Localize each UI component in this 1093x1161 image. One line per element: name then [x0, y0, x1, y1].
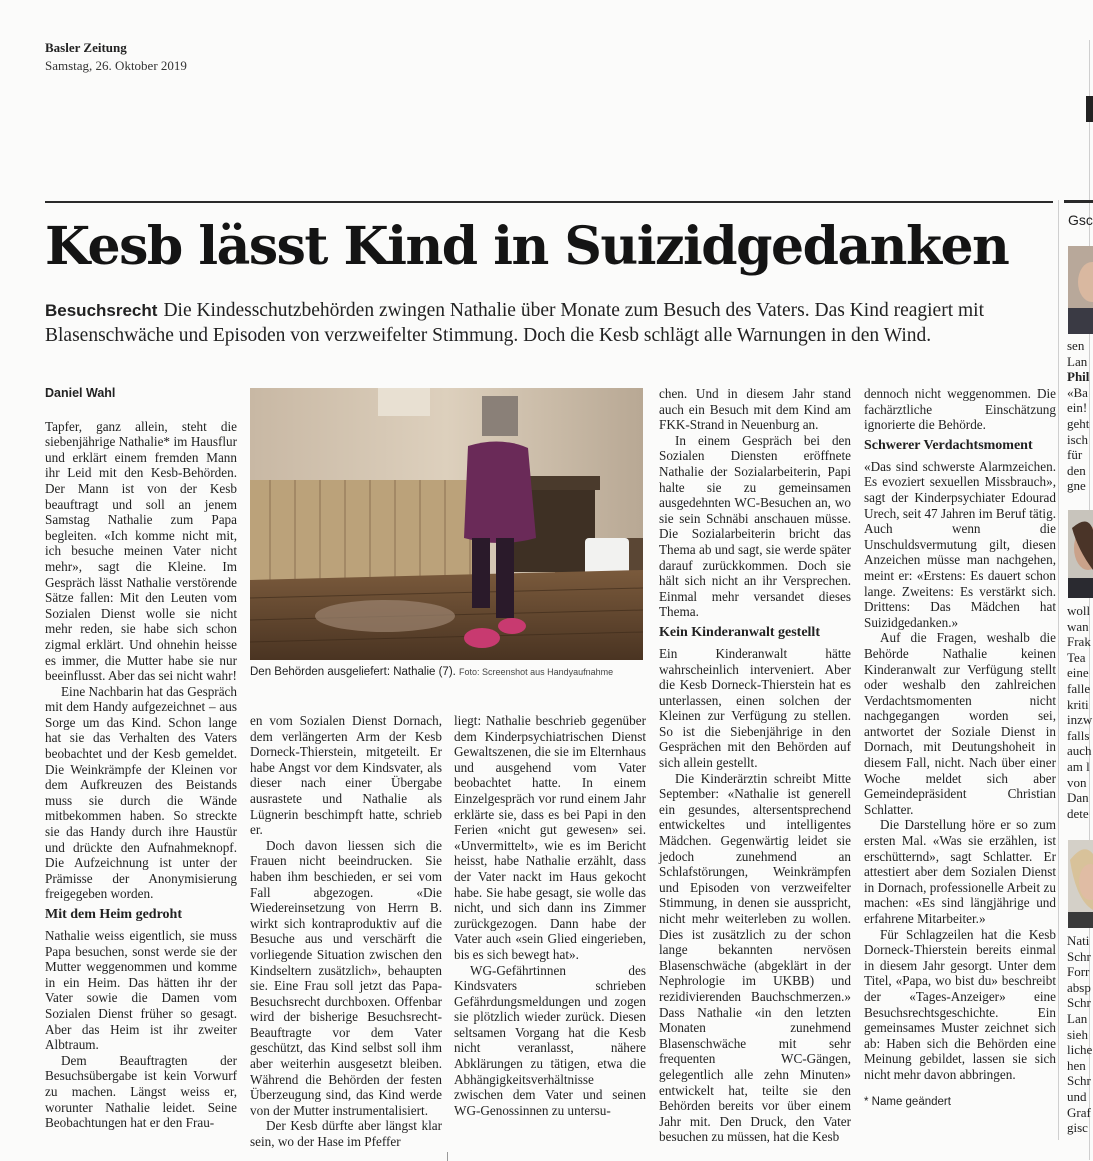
side-line: sen [1067, 338, 1085, 353]
side-column-text-2 [1067, 603, 1093, 821]
side-line: Lan [1067, 353, 1088, 369]
paragraph: Der Kesb dürfte aber längst klar sein, wo der Hase im Pfeffer [250, 1118, 442, 1150]
side-portrait-3 [1068, 840, 1093, 928]
side-line: «Ba [1067, 384, 1088, 400]
headline: Kesb lässt Kind in Suizidgedanken [45, 216, 1009, 277]
side-line: liche [1067, 1042, 1093, 1058]
side-line: auch [1067, 743, 1092, 759]
side-line: Dan [1067, 790, 1089, 806]
side-line: hen [1067, 1057, 1086, 1073]
article-column-1 [45, 386, 237, 1131]
caption-text: Den Behörden ausgeliefert: Nathalie (7). [250, 666, 456, 678]
paragraph: Eine Nachbarin hat das Gespräch mit dem Handy aufgezeichnet – aus Sorge um das Kind. Schon lange hat sie das Verhalten des Vaters beobachtet und der Kesb gemeldet. Die Weinkrämpfe der Kleinen vor dem Aufkreuzen des Beistands muss sie durch die Wände mitbekommen haben. So streckte sie das Handy durch ihre Haustür und drückte den Aufnahmeknopf. Die Aufzeichnung ist unter der Prämisse der Anonymisierung freigegeben worden. [45, 683, 237, 902]
side-line: ein! [1067, 400, 1088, 416]
portrait-image [1068, 246, 1093, 334]
side-line: geht [1067, 415, 1090, 431]
paragraph: Dem Beauftragten der Besuchsübergabe ist kein Vorwurf zu machen. Längst weiss er, worunter Nathalie leidet. Seine Beobachtungen hat er den Frau- [45, 1052, 237, 1131]
side-column-header: Gsc [1068, 212, 1093, 228]
paragraph: Die Darstellung höre er so zum ersten Mal. «Was sie erzählen, ist erschütternd», sagt Schlatter. Er attestiert aber dem Sozialen Dienst in Dornach, professionelle Arbeit zu machen: «Es sind längjährige und erfahrene Mitarbeiter.» [864, 817, 1056, 926]
side-line: Schr [1067, 1073, 1091, 1089]
article-top-rule [45, 201, 1053, 203]
side-line: dete [1067, 805, 1089, 821]
side-column-text-3 [1067, 933, 1093, 1136]
article-photo [250, 388, 643, 660]
paragraph: In einem Gespräch bei den Sozialen Diensten eröffnete Nathalie der Sozialarbeiterin, Papi halte sie zu gemeinsamen ausgedehnten WC-Besuchen an, wo sie sein Schnäbi anschauen müsse. Die Sozialarbeiterin bricht das Thema ab und sagt, sie werde später darauf zurückkommen. Doch sie hält sich nicht an ihr Versprechen. Einmal mehr versandet dieses Thema. [659, 432, 851, 620]
paragraph: Ein Kinderanwalt hätte wahrscheinlich interveniert. Aber die Kesb Dorneck-Thierstein hat es unterlassen, einen solchen der Kleinen zur Verfügung zu stellen. So ist die Siebenjährige in den Gesprächen mit den Behörden auf sich allein gestellt. [659, 645, 851, 771]
side-line: Frak [1067, 634, 1091, 650]
side-line: kriti [1067, 696, 1089, 712]
side-line: eine [1067, 665, 1089, 681]
paragraph: Für Schlagzeilen hat die Kesb Dorneck-Thierstein bereits einmal in diesem Jahr gesorgt. Unter dem Titel, «Papa, wo bist du» beschreibt der «Tages-Anzeiger» eine Besuchsrechtsgeschichte. Ein gemeinsames Muster zeichnet sich ab: Haben sich die Behörden eine Meinung gebildet, lassen sie sich nicht mehr davon abbringen. [864, 926, 1056, 1082]
side-line: Lan [1067, 1010, 1088, 1026]
side-line: für [1067, 447, 1083, 463]
paragraph: WG-Gefährtinnen des Kindsvaters schrieben Gefährdungsmeldungen und zogen sie plötzlich wieder zurück. Diesen seltsamen Vorgang hat die Kesb nicht veranlasst, nähere Abklärungen zu tätigen, etwa die Abhängigkeitsverhältnisse zwischen dem Vater und seinen WG-Genossinnen zu untersu- [454, 962, 646, 1118]
paragraph: Tapfer, ganz allein, steht die siebenjährige Nathalie* im Hausflur und erklärt einem fremden Mann ihr Leid mit den Kesb-Behörden. Der Mann ist von der Kesb beauftragt und soll an jenem Samstag Nathalie zum Papa begleiten. «Ich komme nicht mit, ich besuche meinen Vater nicht mehr», sagt die Kleine. Im Gespräch lässt Nathalie verstörende Sätze fallen: Mit den Leuten vom Sozialen Dienst wolle sie nicht mehr reden, sie habe sich schon zigmal erklärt. Und ohnehin heisse es immer, die Mutter habe sie nur beeinflusst. Aber das sei nicht wahr! [45, 418, 237, 684]
side-line: falle [1067, 680, 1091, 696]
side-line: isch [1067, 431, 1088, 447]
side-line: Forr [1067, 964, 1090, 980]
side-line: gisc [1067, 1120, 1088, 1136]
side-line: von [1067, 774, 1087, 790]
side-line: und [1067, 1088, 1087, 1104]
corner-mark [1086, 96, 1093, 122]
byline: Daniel Wahl [45, 386, 116, 400]
column-separator [1058, 200, 1059, 1140]
side-line: Phil [1067, 369, 1090, 385]
masthead [45, 40, 187, 74]
paragraph: chen. Und in diesem Jahr stand auch ein Besuch mit dem Kind am FKK-Strand in Neuenburg an. [659, 386, 851, 433]
side-line: gne [1067, 478, 1086, 494]
article-column-3 [454, 713, 646, 1118]
subheading: Kein Kinderanwalt gestellt [659, 624, 820, 640]
side-column-text-1 [1067, 338, 1093, 494]
side-top-rule [1064, 200, 1093, 203]
publication-date: Samstag, 26. Oktober 2019 [45, 58, 187, 73]
side-line: Schr [1067, 995, 1091, 1011]
paragraph: Nathalie weiss eigentlich, sie muss Papa besuchen, sonst werde sie der Mutter weggenommen und komme in ein Heim. Das hätten ihr der Vater sowie die Damen vom Sozialen Dienst früher so gesagt. Aber das Heim ist ihr zweiter Albtraum. [45, 928, 237, 1053]
photo-illustration [250, 388, 643, 660]
portrait-image [1068, 510, 1093, 598]
lead-paragraph [45, 298, 1053, 348]
side-portrait-2 [1068, 510, 1093, 598]
paragraph: Die Kinderärztin schreibt Mitte September: «Nathalie ist generell ein gesundes, altersentsprechend entwickeltes und intelligentes Mädchen. Gegenwärtig leidet sie jedoch zunehmend an Schlafstörungen, Weinkrämpfen und Episoden von verzweifelter Stimmung, in denen sie ausspricht, nicht mehr weiterleben zu wollen. Dies ist zusätzlich zu der schon lange bekannten nervösen Blasenschwäche (abgeklärt in der Nephrologie im UKBB) und rezidivierenden Bauchschmerzen.» Dass Nathalie «in den letzten Monaten zunehmend Blasenschwäche mit sehr frequenten WC-Gängen, gelegentlich alle zehn Minuten» entwickelt hat, teilte sie den Behörden bereits vor über einem Jahr mit. Den Druck, den Vater besuchen zu müssen, hat die Kesb [659, 770, 851, 1145]
photo-caption [250, 666, 650, 678]
subheading: Schwerer Verdachtsmoment [864, 437, 1033, 453]
bottom-tick [447, 1152, 448, 1161]
side-line: wan [1067, 618, 1089, 634]
paragraph: Auf die Fragen, weshalb die Behörde Nathalie keinen Kinderanwalt zur Verfügung stellt oder weshalb den zahlreichen Verdachtsmomenten nicht nachgegangen worden sei, antwortet der Soziale Dienst in Dornach, mit Deutungshoheit in diesem Fall, nicht. Nach über einer Woche meldet sich aber Gemeindepräsident Christian Schlatter. [864, 630, 1056, 817]
side-line: Nati [1067, 933, 1090, 948]
footnote: * Name geändert [864, 1095, 951, 1108]
article-column-2 [250, 713, 442, 1150]
paragraph: en vom Sozialen Dienst Dornach, dem verlängerten Arm der Kesb Dorneck-Thierstein, mitgeteilt. Er habe Angst vor dem Kindsvater, als dieser nach einer Übergabe ausrastete und Nathalie als Lügnerin beschimpft hatte, schrieb er. [250, 713, 442, 838]
side-line: den [1067, 462, 1086, 478]
side-line: am l [1067, 758, 1090, 774]
side-line: Graf [1067, 1104, 1091, 1120]
article-column-4 [659, 386, 851, 1145]
side-line: Tea [1067, 649, 1086, 665]
kicker: Besuchsrecht [45, 301, 158, 320]
side-line: sieh [1067, 1026, 1088, 1042]
side-line: absp [1067, 979, 1091, 995]
side-portrait-1 [1068, 246, 1093, 334]
side-line: woll [1067, 603, 1091, 618]
side-line: inzw [1067, 712, 1093, 728]
lead-text: Die Kindesschutzbehörden zwingen Nathalie über Monate zum Besuch des Vaters. Das Kind reagiert mit Blasenschwäche und Episoden von verzweifelter Stimmung. Doch die Kesb schlägt alle Warnungen in den Wind. [45, 300, 984, 346]
paragraph: Doch davon liessen sich die Frauen nicht beeindrucken. Sie haben ihm beschieden, er sei vom Fall abgezogen. «Die Wiedereinsetzung von Herrn B. wirkt sich kontraproduktiv auf die Besuche aus und verschärft die vorliegende Situation zwischen den Kindseltern zusätzlich», behaupten sie. Eine Frau soll jetzt das Papa-Besuchsrecht durchboxen. Offenbar wird der bisherige Besuchsrecht-Beauftragte vor dem Vater geschützt, das Kind selbst soll ihm aber weiterhin ausgesetzt bleiben. Während die Behörden der festen Überzeugung sind, das Kind werde von der Mutter instrumentalisiert. [250, 837, 442, 1118]
paragraph: dennoch nicht weggenommen. Die fachärztliche Einschätzung ignorierte die Behörde. [864, 386, 1056, 433]
publication-name: Basler Zeitung [45, 40, 127, 55]
side-line: Schr [1067, 948, 1091, 964]
side-line: falls [1067, 727, 1090, 743]
portrait-image [1068, 840, 1093, 928]
photo-credit: Foto: Screenshot aus Handyaufnahme [459, 667, 614, 677]
paragraph: «Das sind schwerste Alarmzeichen. Es evoziert sexuellen Missbrauch», sagt der Kinderpsychiater Edourad Urech, seit 47 Jahren im Beruf tätig. Auch wenn die Unschuldsvermutung gilt, diesen Anzeichen müsse man nachgehen, meint er: «Erstens: Es dauert schon lange. Zweitens: Es verstärkt sich. Drittens: Das Mädchen hat Suizidgedanken.» [864, 458, 1056, 630]
subheading: Mit dem Heim gedroht [45, 907, 182, 922]
article-column-5 [864, 386, 1056, 1110]
paragraph: liegt: Nathalie beschrieb gegenüber dem Kinderpsychiatrischen Dienst Gewaltszenen, die sie im Elternhaus und ausgehend vom Vater beobachtet hatte. In einem Einzelgespräch vor rund einem Jahr erklärte sie, dass es bei Papi in den Ferien «nicht gut gewesen» sei. «Unvermittelt», wie es im Bericht heisst, habe Nathalie erzählt, dass der Vater nackt im Haus gekocht habe. Sie habe gesagt, sie wolle das nicht, und sich dann ins Zimmer zurückgezogen. Dann habe der Vater auch «sein Glied eingerieben, bis es sich bewegt hat». [454, 713, 646, 962]
